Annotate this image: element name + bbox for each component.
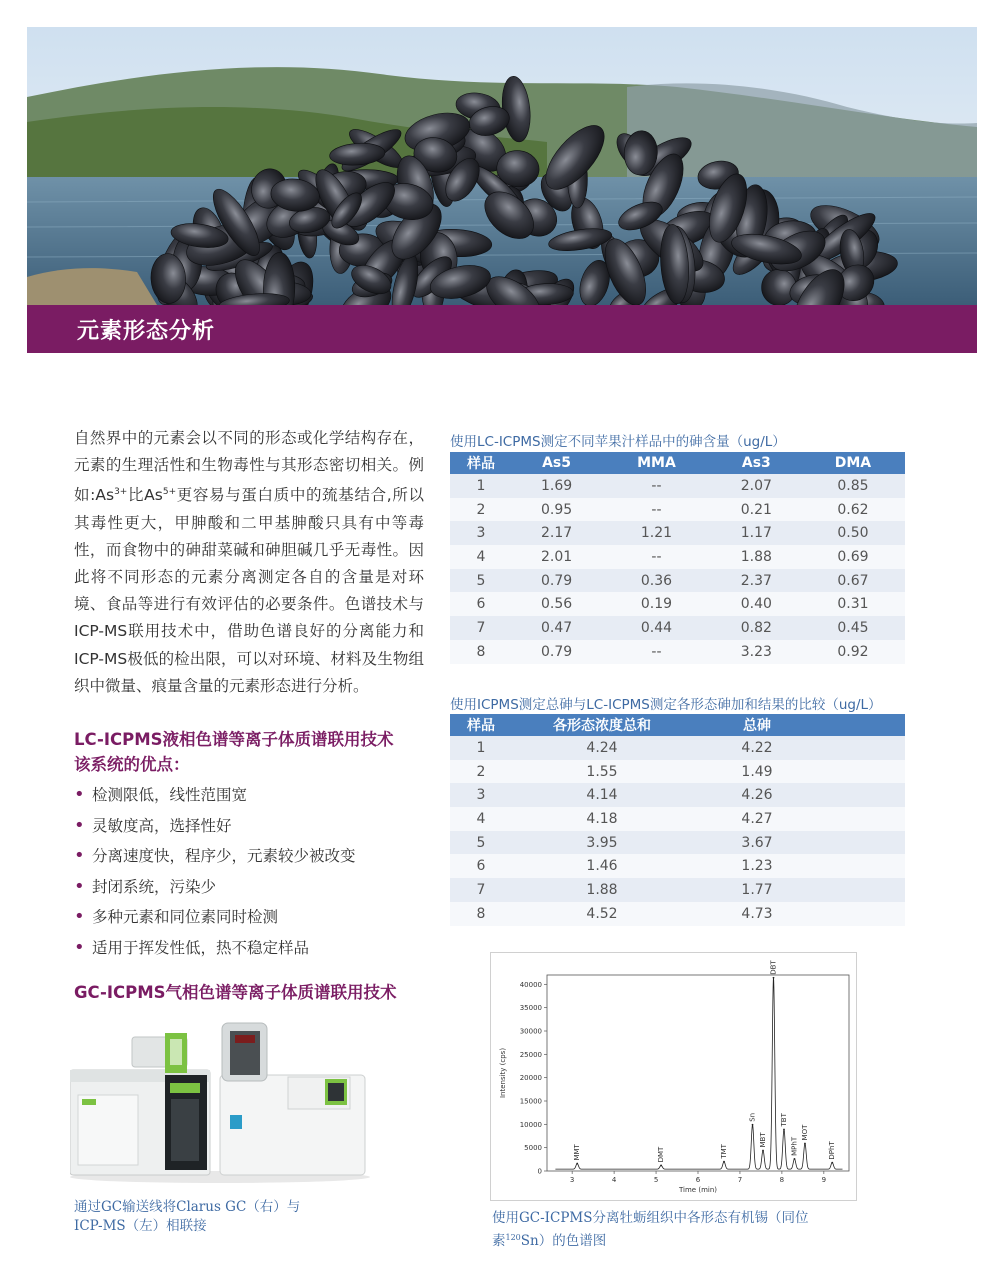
peak-label-sn: Sn xyxy=(748,1112,757,1122)
peak-mpht xyxy=(794,1158,796,1160)
column-header: As5 xyxy=(512,452,601,474)
list-item: • 多种元素和同位素同时检测 xyxy=(74,904,356,935)
x-tick-label: 3 xyxy=(569,1176,575,1184)
y-tick-label: 10000 xyxy=(519,1120,542,1129)
instrument-photo xyxy=(70,1015,370,1185)
peak-label-tbt: TBT xyxy=(779,1113,788,1127)
column-header: 各形态浓度总和 xyxy=(512,714,692,736)
table-row: 1 1.69 -- 2.07 0.85 xyxy=(450,474,905,498)
table-header-row xyxy=(450,452,905,474)
list-item: • 检测限低，线性范围宽 xyxy=(74,782,356,813)
x-tick-label: 5 xyxy=(653,1176,659,1184)
gc-icpms-heading: GC-ICPMS气相色谱等离子体质谱联用技术 xyxy=(74,983,397,1002)
peak-tmt xyxy=(723,1161,725,1163)
column-header: As3 xyxy=(712,452,801,474)
table-row: 3 4.14 4.26 xyxy=(450,783,905,807)
column-header: 总砷 xyxy=(692,714,822,736)
peak-mmt xyxy=(576,1163,578,1165)
table1-caption: 使用LC-ICPMS测定不同苹果汁样品中的砷含量（ug/L） xyxy=(450,434,786,450)
table-row: 2 0.95 -- 0.21 0.62 xyxy=(450,498,905,522)
peak-label-dbt: DBT xyxy=(769,960,778,975)
arsenic-apple-juice-table xyxy=(450,452,905,664)
peak-label-mot: MOT xyxy=(800,1124,809,1141)
x-tick-label: 6 xyxy=(695,1176,701,1184)
peak-dbt xyxy=(773,977,775,979)
table-row: 5 0.79 0.36 2.37 0.67 xyxy=(450,569,905,593)
y-tick-label: 0 xyxy=(537,1167,542,1176)
peak-label-mpht: MPhT xyxy=(790,1136,799,1156)
peak-dmt xyxy=(660,1165,662,1167)
table-header-row xyxy=(450,714,905,736)
page-title: 元素形态分析 xyxy=(77,319,216,344)
table-row: 5 3.95 3.67 xyxy=(450,831,905,855)
y-tick-label: 25000 xyxy=(519,1050,542,1059)
table-row: 3 2.17 1.21 1.17 0.50 xyxy=(450,521,905,545)
table-row: 7 0.47 0.44 0.82 0.45 xyxy=(450,616,905,640)
table2-caption: 使用ICPMS测定总砷与LC-ICPMS测定各形态砷加和结果的比较（ug/L） xyxy=(450,697,882,713)
y-tick-label: 30000 xyxy=(519,1027,542,1036)
chromatogram-chart xyxy=(491,953,856,1200)
table-row: 2 1.55 1.49 xyxy=(450,760,905,784)
plot-frame xyxy=(547,975,849,1171)
advantages-list xyxy=(74,782,356,966)
peak-sn xyxy=(752,1124,754,1126)
table-row: 7 1.88 1.77 xyxy=(450,878,905,902)
y-tick-label: 20000 xyxy=(519,1074,542,1083)
x-axis-label: Time (min) xyxy=(678,1186,718,1194)
column-header xyxy=(822,714,905,736)
peak-label-dmt: DMT xyxy=(657,1146,666,1163)
peak-mbt xyxy=(762,1150,764,1152)
instrument-caption: 通过GC输送线将Clarus GC（右）与 ICP-MS（左）相联接 xyxy=(74,1199,301,1234)
peak-label-dpht: DPhT xyxy=(828,1141,837,1160)
table-row: 4 2.01 -- 1.88 0.69 xyxy=(450,545,905,569)
list-item: • 分离速度快，程序少，元素较少被改变 xyxy=(74,843,356,874)
peak-label-mbt: MBT xyxy=(759,1132,768,1148)
table-row: 6 1.46 1.23 xyxy=(450,854,905,878)
table-row: 8 4.52 4.73 xyxy=(450,902,905,926)
x-tick-label: 8 xyxy=(779,1176,785,1184)
peak-mot xyxy=(804,1143,806,1145)
table-row: 1 4.24 4.22 xyxy=(450,736,905,760)
peak-label-tmt: TMT xyxy=(720,1144,729,1159)
y-tick-label: 40000 xyxy=(519,980,542,989)
x-tick-label: 9 xyxy=(821,1176,827,1184)
x-tick-label: 4 xyxy=(611,1176,617,1184)
lc-icpms-heading: LC-ICPMS液相色谱等离子体质谱联用技术 该系统的优点： xyxy=(74,730,394,774)
chromatogram-figure xyxy=(490,952,857,1201)
y-tick-label: 15000 xyxy=(519,1097,542,1106)
list-item: • 灵敏度高，选择性好 xyxy=(74,813,356,844)
list-item: • 封闭系统，污染少 xyxy=(74,874,356,905)
intro-paragraph: 自然界中的元素会以不同的形态或化学结构存在，元素的生理活性和生物毒性与其形态密切相关。例如$:As^{3+}$比$As^{5+}$更容易与蛋白质中的巯基结合,所以其毒性更大，甲胂酸和二甲基胂酸只具有中等毒性，而食物中的砷甜菜碱和砷胆碱几乎无毒性。因此将不同形态的元素分离测定各自的含量是对环境、食品等进行有效评估的必要条件。色谱技术与ICP-MS联用技术中，借助色谱良好的分离能力和ICP-MS极低的检出限，可以对环境、材料及生物组织中微量、痕量含量的元素形态进行分析。 xyxy=(74,429,425,695)
table-row: 4 4.18 4.27 xyxy=(450,807,905,831)
column-header: 样品 xyxy=(450,452,512,474)
chromatogram-trace xyxy=(555,978,842,1169)
chromatogram-caption: 使用GC-ICPMS分离牡蛎组织中各形态有机锡（同位 素$^{120}$Sn）的色谱图 xyxy=(492,1210,809,1249)
y-tick-label: 35000 xyxy=(519,1004,542,1013)
column-header: DMA xyxy=(801,452,905,474)
list-item: • 适用于挥发性低，热不稳定样品 xyxy=(74,935,356,966)
table-row: 6 0.56 0.19 0.40 0.31 xyxy=(450,592,905,616)
title-banner xyxy=(27,305,977,353)
y-axis-label: Intensity (cps) xyxy=(499,1047,507,1099)
y-tick-label: 5000 xyxy=(524,1144,542,1153)
table-row: 8 0.79 -- 3.23 0.92 xyxy=(450,640,905,664)
peak-dpht xyxy=(831,1162,833,1164)
x-tick-label: 7 xyxy=(737,1176,743,1184)
column-header: 样品 xyxy=(450,714,512,736)
total-arsenic-comparison-table xyxy=(450,714,905,926)
header-photo-mussels xyxy=(27,27,977,305)
column-header: MMA xyxy=(601,452,712,474)
peak-tbt xyxy=(783,1129,785,1131)
peak-label-mmt: MMT xyxy=(573,1144,582,1161)
